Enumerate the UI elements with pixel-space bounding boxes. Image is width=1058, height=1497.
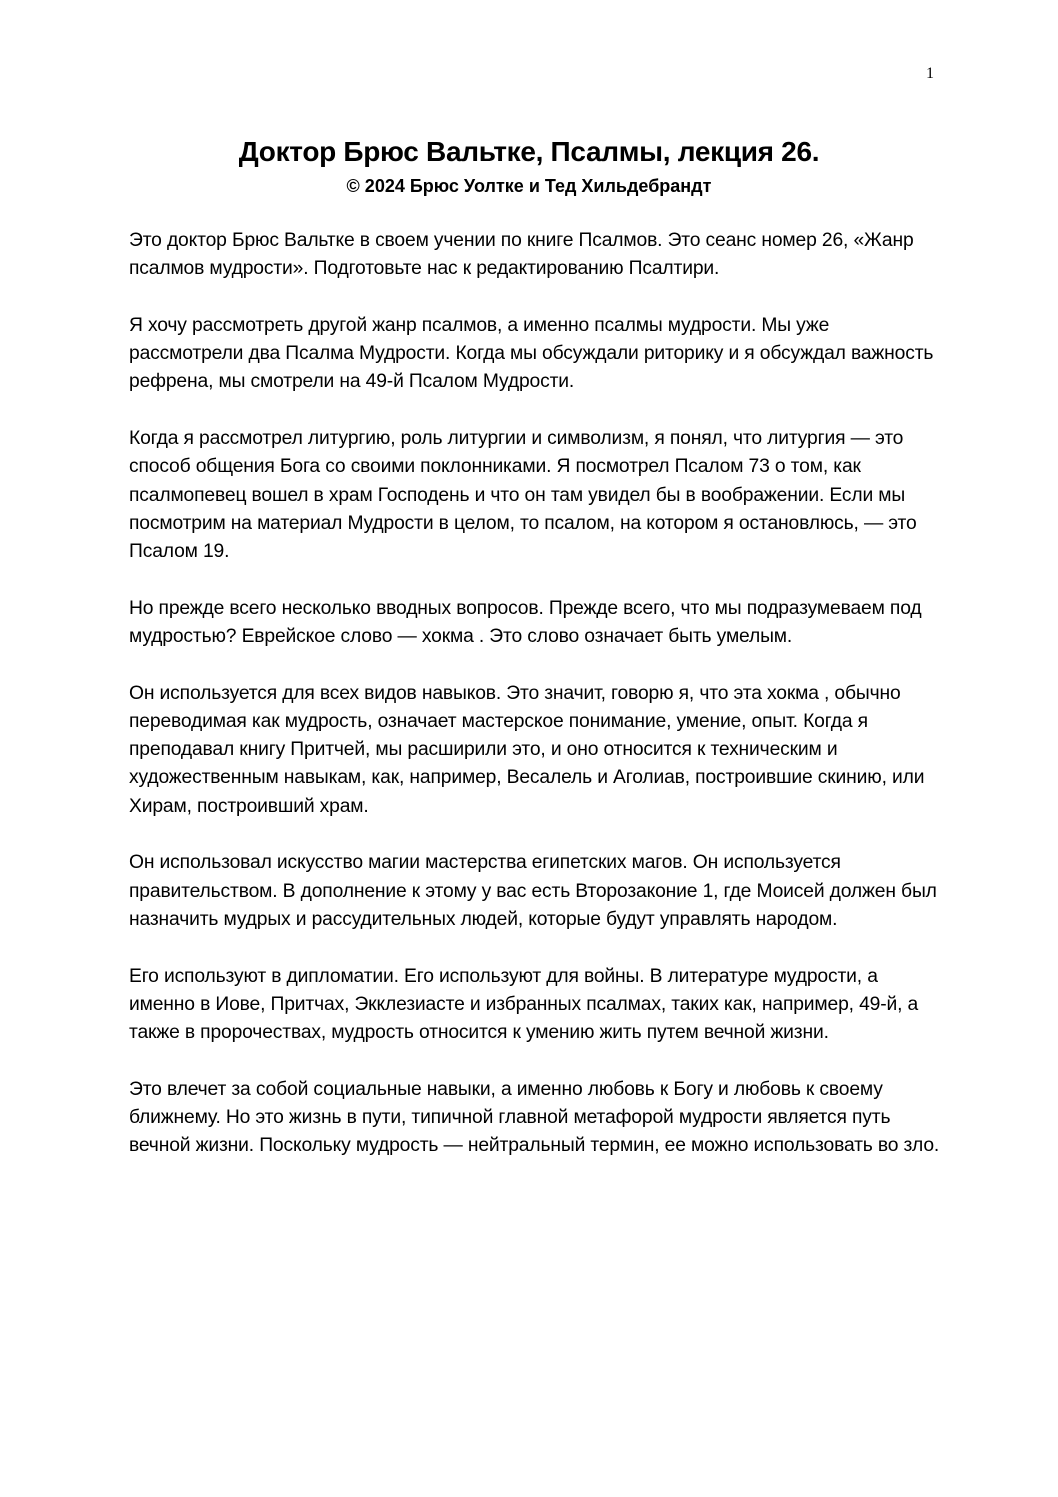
- paragraph: Его используют в дипломатии. Его используют для войны. В литературе мудрости, а именно в Иове, Притчах, Экклезиасте и избранных псалмах, таких как, например, 49-й, а также в пророчествах, мудрость относится к умению жить путем вечной жизни.: [129, 965, 919, 1044]
- paragraph: Когда я рассмотрел литургию, роль литургии и символизм, я понял, что литургия — это способ общения Бога со своими поклонниками. Я посмотрел Псалом 73 о том, как псалмопевец вошел в храм Господень и что он там увидел бы в воображении. Если мы посмотрим на материал Мудрости в целом, то псалом, на котором я остановлюсь, — это Псалом 19.: [129, 428, 917, 563]
- copyright-line: © 2024 Брюс Уолтке и Тед Хильдебрандт: [346, 176, 712, 196]
- paragraph: Но прежде всего несколько вводных вопросов. Прежде всего, что мы подразумеваем под мудростью? Еврейское слово — хокма . Это слово означает быть умелым.: [129, 597, 922, 648]
- paragraph: Он использовал искусство магии мастерства египетских магов. Он используется правительством. В дополнение к этому у вас есть Второзаконие 1, где Моисей должен был назначить мудрых и рассудительных людей, которые будут управлять народом.: [129, 852, 937, 930]
- page-title: Доктор Брюс Вальтке, Псалмы, лекция 26.: [238, 136, 820, 167]
- page-number: 1: [926, 65, 934, 82]
- paragraph: Я хочу рассмотреть другой жанр псалмов, а именно псалмы мудрости. Мы уже рассмотрели два Псалма Мудрости. Когда мы обсуждали риторику и я обсуждал важность рефрена, мы смотрели на 49-й Псалом Мудрости.: [129, 315, 934, 393]
- paragraph: Это влечет за собой социальные навыки, а именно любовь к Богу и любовь к своему ближнему. Но это жизнь в пути, типичной главной метафорой мудрости является путь вечной жизни. Поскольку мудрость — нейтральный термин, ее можно использовать во зло.: [129, 1078, 940, 1157]
- paragraph: Он используется для всех видов навыков. Это значит, говорю я, что эта хокма , обычно переводимая как мудрость, означает мастерское понимание, умение, опыт. Когда я преподавал книгу Притчей, мы расширили это, и оно относится к техническим и художественным навыкам, как, например, Весалель и Аголиав, построившие скинию, или Хирам, построивший храм.: [129, 682, 925, 817]
- paragraph: Это доктор Брюс Вальтке в своем учении по книге Псалмов. Это сеанс номер 26, «Жанр псалмов мудрости». Подготовьте нас к редактированию Псалтири.: [129, 230, 914, 280]
- document-body: [129, 227, 941, 1189]
